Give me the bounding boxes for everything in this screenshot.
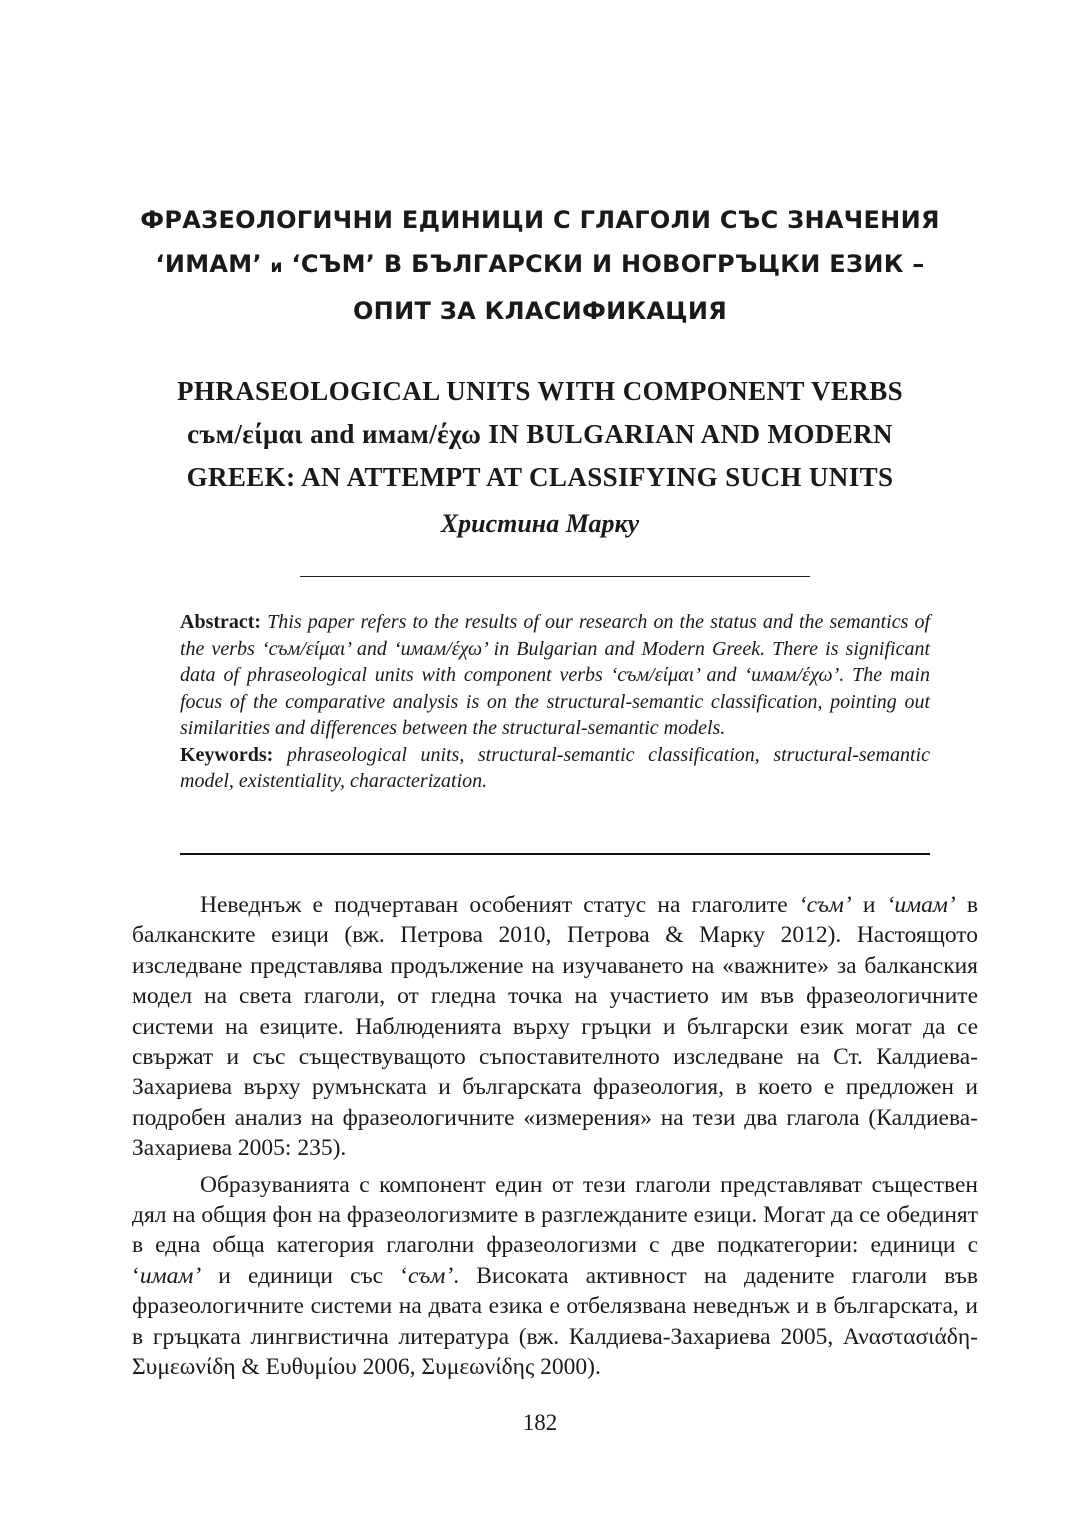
- english-title: [100, 370, 980, 499]
- english-title-line-1: PHRASEOLOGICAL UNITS WITH COMPONENT VERBS: [176, 376, 904, 406]
- abstract-divider: [180, 853, 930, 855]
- author-divider: [300, 576, 810, 577]
- body-p1-imam: ‘имам’: [886, 892, 956, 918]
- abstract-block: [180, 609, 930, 795]
- english-title-line-3: GREEK: AN ATTEMPT AT CLASSIFYING SUCH UNITS: [186, 462, 894, 492]
- body-p1-text-b: и: [851, 892, 887, 918]
- author-name: Христина Марку: [440, 509, 640, 538]
- keywords-text: phraseological units, structural-semantic classification, structural-semantic model, existentiality, characterization.: [180, 743, 930, 792]
- bulgarian-title-line-2: [100, 242, 980, 289]
- body-paragraph-1: [132, 890, 978, 1164]
- bulgarian-title-line-1: ФРАЗЕОЛОГИЧНИ ЕДИНИЦИ С ГЛАГОЛИ СЪС ЗНАЧЕНИЯ: [140, 206, 940, 234]
- abstract-paragraph: [180, 609, 930, 742]
- bulgarian-title-conjunction: и: [270, 257, 283, 277]
- keywords-label: Keywords:: [180, 743, 274, 766]
- bulgarian-title-line-2-b: ‘СЪМ’ В БЪЛГАРСКИ И НОВОГРЪЦКИ ЕЗИК –: [282, 250, 925, 278]
- page-number: 182: [522, 1410, 558, 1435]
- bulgarian-title: [100, 198, 980, 333]
- body-p2-imam: имам’: [139, 1262, 202, 1289]
- body-p1-sam: ‘съм’: [798, 892, 852, 918]
- bulgarian-title-line-2-a: ‘ИМАМ’: [155, 250, 271, 278]
- body-p2-text-c: . Високата активност на дадените глаголи във фразеологичните системи на двата езика е отбелязвана неведнъж и в българската, и в гръцката лингвистична литература (вж. Калдиева-Захариева 2005, Αναστασιάδη-Συμεωνίδη & Ευθυμίου 2006, Συμεωνίδης 2000).: [132, 1262, 978, 1381]
- abstract-text: This paper refers to the results of our research on the status and the semantics of the verbs ‘съм/είμαι’ and ‘имам/έχω’ in Bulgarian and Modern Greek. There is significant data of phraseological units with component verbs ‘съм/είμαι’ and ‘имам/έχω’. The main focus of the comparative analysis is on the structural-semantic classification, pointing out similarities and differences between the structural-semantic models.: [180, 611, 930, 739]
- body-text: [132, 890, 978, 1389]
- abstract-label: Abstract:: [180, 611, 262, 633]
- body-paragraph-2: [132, 1170, 978, 1383]
- english-title-line-2: съм/είμαι and имам/έχω IN BULGARIAN AND MODERN: [187, 419, 893, 449]
- body-p2-text-b: и единици със ‘: [201, 1262, 409, 1289]
- body-p1-text-c: в балканските езици (вж. Петрова 2010, Петрова & Марку 2012). Настоящото изследване представлява продължение на изучаването на «важните» за балканския модел на света глаголи, от гледна точка на участието им във фразеологичните системи на езиците. Наблюденията върху гръцки и български език могат да се свържат и със съществуващото съпоставителното изследване на Ст. Калдиева-Захариева върху румънската и българската фразеология, в което е предложен и подробен анализ на фразеологичните «измерения» на тези два глагола (Калдиева-Захариева 2005: 235).: [132, 892, 978, 1162]
- body-p2-text-a: Образуванията с компонент един от тези глаголи представляват съществен дял на общия фон на фразеологизмите в разглежданите езици. Могат да се обединят в една обща категория глаголни фразеологизми с две подкатегории: единици с ‘: [132, 1171, 978, 1289]
- keywords-paragraph: [180, 742, 930, 795]
- body-p1-text-a: Неведнъж е подчертаван особеният статус на глаголите: [200, 892, 799, 918]
- bulgarian-title-line-3: ОПИТ ЗА КЛАСИФИКАЦИЯ: [352, 297, 727, 325]
- body-p2-sam: съм’: [408, 1262, 454, 1289]
